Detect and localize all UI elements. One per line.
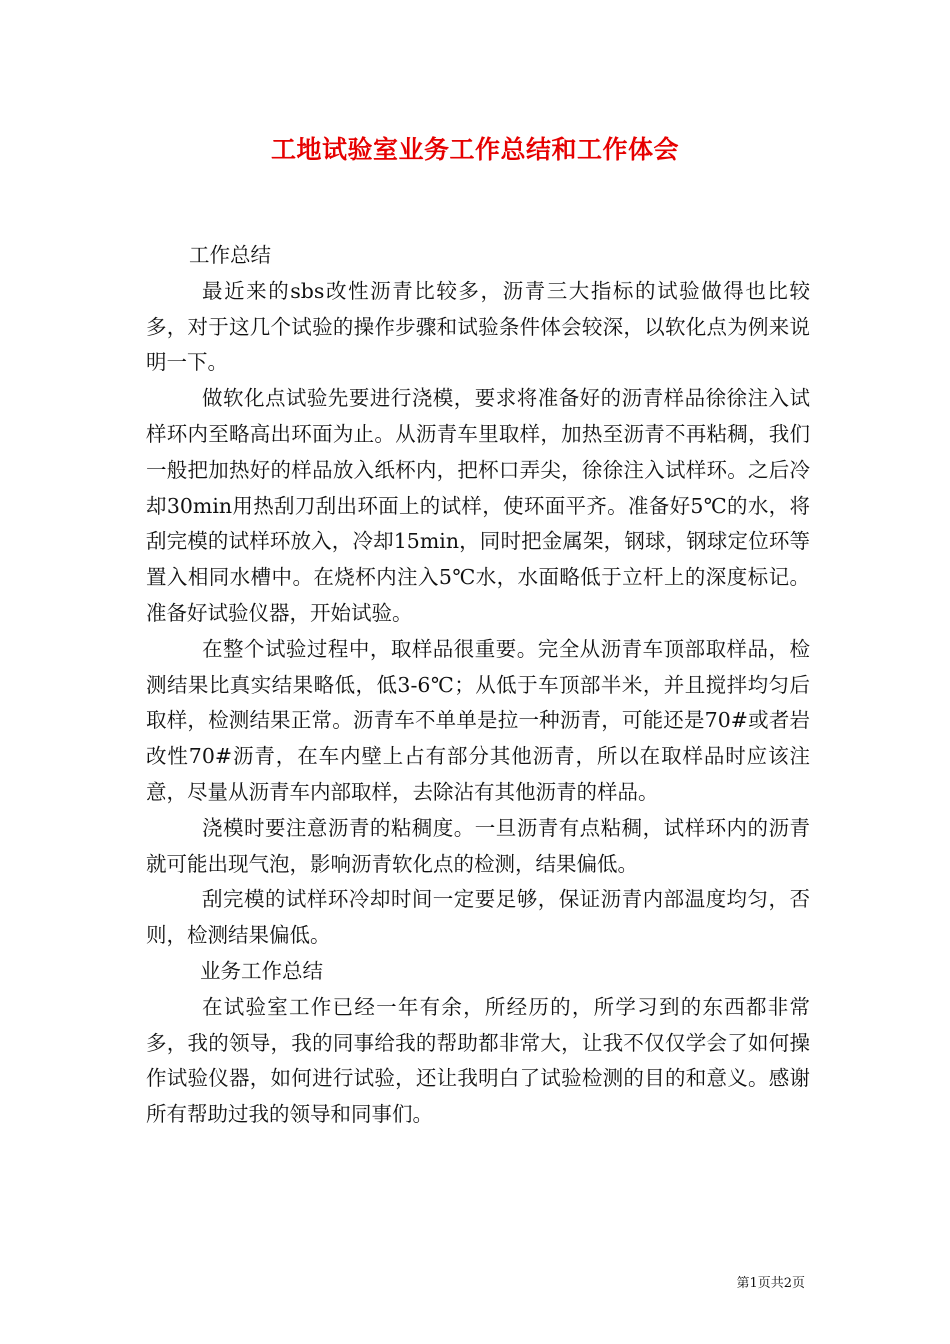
document-title: 工地试验室业务工作总结和工作体会 [270,135,679,164]
section-heading-work-summary: 工作总结 [189,243,271,267]
page-number: 第1页共2页 [736,1276,805,1291]
paragraph: 刮完模的试样环冷却时间一定要足够，保证沥青内部温度均匀，否则，检测结果偏低。 [146,887,810,948]
paragraph: 在整个试验过程中，取样品很重要。完全从沥青车顶部取样品，检测结果比真实结果略低，低3-6℃；从低于车顶部半米，并且搅拌均匀后取样，检测结果正常。沥青车不单单是拉一种沥青，可能还是70#或者岩改性70#沥青，在车内壁上占有部分其他沥青，所以在取样品时应该注意，尽量从沥青车内部取样，去除沾有其他沥青的样品。 [146,636,810,804]
paragraph: 浇模时要注意沥青的粘稠度。一旦沥青有点粘稠，试样环内的沥青就可能出现气泡，影响沥青软化点的检测，结果偏低。 [146,815,810,876]
document-body [146,238,810,1133]
paragraph: 在试验室工作已经一年有余，所经历的，所学习到的东西都非常多，我的领导，我的同事给我的帮助都非常大，让我不仅仅学会了如何操作试验仪器，如何进行试验，还让我明白了试验检测的目的和意义。感谢所有帮助过我的领导和同事们。 [146,994,810,1127]
paragraph: 最近来的sbs改性沥青比较多，沥青三大指标的试验做得也比较多，对于这几个试验的操作步骤和试验条件体会较深，以软化点为例来说明一下。 [146,278,810,375]
section-heading-business-summary: 业务工作总结 [200,958,323,983]
paragraph: 做软化点试验先要进行浇模，要求将准备好的沥青样品徐徐注入试样环内至略高出环面为止。从沥青车里取样，加热至沥青不再粘稠，我们一般把加热好的样品放入纸杯内，把杯口弄尖，徐徐注入试样环。之后冷却30min用热刮刀刮出环面上的试样，使环面平齐。准备好5℃的水，将刮完模的试样环放入，冷却15min，同时把金属架，钢球，钢球定位环等置入相同水槽中。在烧杯内注入5℃水，水面略低于立杆上的深度标记。准备好试验仪器，开始试验。 [146,386,810,625]
